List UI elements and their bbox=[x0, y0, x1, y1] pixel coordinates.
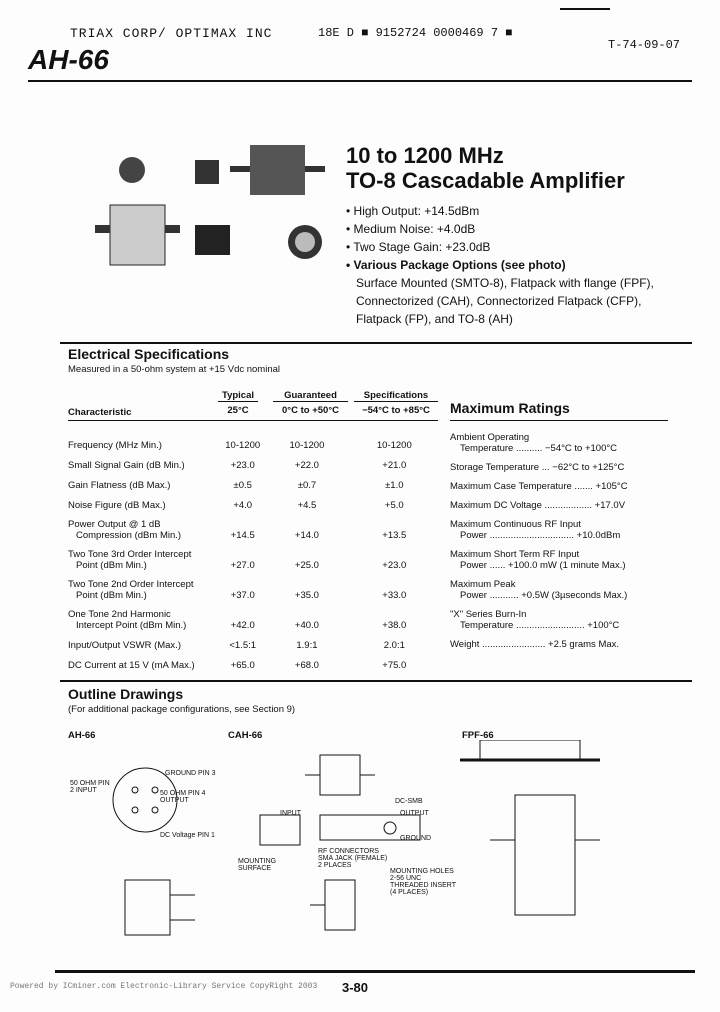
cell-value: +35.0 bbox=[294, 590, 319, 601]
drawing-note: DC-SMB bbox=[395, 798, 423, 805]
cell-value: +14.0 bbox=[294, 530, 319, 541]
row-label: Frequency (MHz Min.) bbox=[68, 440, 162, 451]
cell-value: +5.0 bbox=[384, 500, 404, 511]
cell-value: +4.5 bbox=[297, 500, 317, 511]
cell-value: +25.0 bbox=[294, 560, 319, 571]
divider bbox=[450, 420, 668, 421]
electrical-title: Electrical Specifications bbox=[68, 346, 230, 362]
cell-value: +27.0 bbox=[230, 560, 255, 571]
code-line: 18E D ■ 9152724 0000469 7 ■ bbox=[318, 26, 513, 40]
row-label: Noise Figure (dB Max.) bbox=[68, 500, 166, 511]
electrical-subtitle: Measured in a 50-ohm system at +15 Vdc nominal bbox=[68, 364, 281, 375]
feature-item: • Two Stage Gain: +23.0dB bbox=[346, 240, 491, 254]
row-label: Power Output @ 1 dB bbox=[68, 519, 161, 530]
row-label: One Tone 2nd Harmonic bbox=[68, 609, 171, 620]
divider bbox=[60, 342, 692, 344]
rating-item: "X" Series Burn-In Temperature .......................... +100°C bbox=[450, 609, 620, 631]
rating-item: Maximum Case Temperature ....... +105°C bbox=[450, 481, 628, 492]
drawing-note: 50 OHM PIN 2 INPUT bbox=[70, 780, 110, 794]
divider bbox=[28, 80, 692, 82]
scan-mark bbox=[560, 8, 610, 10]
row-label: Point (dBm Min.) bbox=[76, 590, 147, 601]
company-header: TRIAX CORP/ OPTIMAX INC bbox=[70, 26, 273, 41]
table-row bbox=[68, 431, 438, 451]
drawing-note: GROUND PIN 3 bbox=[165, 770, 216, 777]
cell-value: ±0.5 bbox=[233, 480, 252, 491]
doc-code: T-74-09-07 bbox=[608, 38, 681, 52]
cell-value: 1.9:1 bbox=[296, 640, 318, 651]
cell-value: +33.0 bbox=[382, 590, 407, 601]
feature-item: • High Output: +14.5dBm bbox=[346, 204, 480, 218]
drawing-note: INPUT bbox=[280, 810, 301, 817]
cell-value: +75.0 bbox=[382, 660, 407, 671]
cell-value: +21.0 bbox=[382, 460, 407, 471]
cell-value: +23.0 bbox=[230, 460, 255, 471]
cell-value: +23.0 bbox=[382, 560, 407, 571]
drawing-note: GROUND bbox=[400, 835, 432, 842]
divider bbox=[55, 970, 695, 973]
table-row bbox=[68, 541, 438, 571]
rating-item: Maximum Peak Power ........... +0.5W (3µseconds Max.) bbox=[450, 579, 628, 601]
table-row bbox=[68, 601, 438, 631]
drawing-label-cah66: CAH-66 bbox=[228, 730, 263, 741]
cell-value: ±0.7 bbox=[297, 480, 317, 491]
outline-subtitle: (For additional package configurations, see Section 9) bbox=[68, 704, 296, 715]
row-label: Two Tone 2nd Order Intercept bbox=[68, 579, 194, 590]
cell-value: ±1.0 bbox=[385, 480, 404, 491]
row-label: Input/Output VSWR (Max.) bbox=[68, 640, 181, 651]
drawing-note: RF CONNECTORS SMA JACK (FEMALE) 2 PLACES bbox=[318, 848, 388, 869]
drawing-note: 50 OHM PIN 4 OUTPUT bbox=[160, 790, 206, 804]
drawing-note: DC Voltage PIN 1 bbox=[160, 832, 215, 839]
row-label: Intercept Point (dBm Min.) bbox=[76, 620, 187, 631]
max-ratings-list bbox=[450, 432, 670, 658]
rating-item: Maximum Continuous RF Input Power ................................ +10.0dBm bbox=[450, 519, 621, 541]
cell-value: +22.0 bbox=[294, 460, 319, 471]
cell-value: +42.0 bbox=[230, 620, 255, 631]
feature-list bbox=[346, 202, 654, 328]
drawing-label-ah66: AH-66 bbox=[68, 730, 96, 741]
col-header: Characteristic bbox=[68, 407, 132, 418]
table-row bbox=[68, 631, 438, 651]
cell-value: +14.5 bbox=[230, 530, 255, 541]
table-row bbox=[68, 471, 438, 491]
col-group: Typical bbox=[218, 390, 258, 402]
col-header: 0°C to +50°C bbox=[282, 405, 339, 416]
table-row bbox=[68, 651, 438, 671]
page-number: 3-80 bbox=[342, 980, 369, 995]
drawing-note: MOUNTING SURFACE bbox=[238, 858, 277, 872]
cell-value: +65.0 bbox=[230, 660, 255, 671]
page-title: AH-66 bbox=[28, 44, 109, 75]
electrical-table bbox=[68, 390, 438, 671]
table-row bbox=[68, 511, 438, 541]
footer-credit: Powered by ICminer.com Electronic-Library Service CopyRight 2003 bbox=[10, 982, 318, 991]
cell-value: 2.0:1 bbox=[383, 640, 405, 651]
feature-item: • Various Package Options (see photo) bbox=[346, 258, 566, 272]
cell-value: +40.0 bbox=[294, 620, 319, 631]
feature-item: • Medium Noise: +4.0dB bbox=[346, 222, 476, 236]
row-label: Compression (dBm Min.) bbox=[76, 530, 182, 541]
package-photo bbox=[90, 130, 340, 280]
col-group: Specifications bbox=[354, 390, 438, 402]
cell-value: +38.0 bbox=[382, 620, 407, 631]
rating-item: Maximum DC Voltage .................. +17.0V bbox=[450, 500, 626, 511]
col-header: −54°C to +85°C bbox=[362, 405, 430, 416]
cell-value: +37.0 bbox=[230, 590, 255, 601]
col-group: Guaranteed bbox=[273, 390, 348, 402]
cell-value: 10-1200 bbox=[289, 440, 325, 451]
table-row bbox=[68, 571, 438, 601]
row-label: Gain Flatness (dB Max.) bbox=[68, 480, 171, 491]
package-text: Flatpack (FP), and TO-8 (AH) bbox=[356, 312, 513, 326]
outline-title: Outline Drawings bbox=[68, 686, 184, 702]
drawing-note: MOUNTING HOLES 2-56 UNC THREADED INSERT (4 PLACES) bbox=[390, 868, 456, 896]
cell-value: +4.0 bbox=[233, 500, 253, 511]
cell-value: +13.5 bbox=[382, 530, 407, 541]
cell-value: 10-1200 bbox=[376, 440, 412, 451]
rating-item: Weight ........................ +2.5 grams Max. bbox=[450, 639, 620, 650]
product-frequency: 10 to 1200 MHz bbox=[346, 143, 504, 168]
rating-item: Maximum Short Term RF Input Power ...... +100.0 mW (1 minute Max.) bbox=[450, 549, 626, 571]
package-text: Surface Mounted (SMTO-8), Flatpack with flange (FPF), bbox=[356, 276, 654, 290]
cell-value: 10-1200 bbox=[225, 440, 261, 451]
col-header: 25°C bbox=[227, 405, 249, 416]
drawing-note: OUTPUT bbox=[400, 810, 429, 817]
row-label: Small Signal Gain (dB Min.) bbox=[68, 460, 185, 471]
row-label: DC Current at 15 V (mA Max.) bbox=[68, 660, 195, 671]
max-ratings-title: Maximum Ratings bbox=[450, 400, 570, 416]
table-row bbox=[68, 451, 438, 471]
row-label: Point (dBm Min.) bbox=[76, 560, 147, 571]
row-label: Two Tone 3rd Order Intercept bbox=[68, 549, 192, 560]
cell-value: <1.5:1 bbox=[229, 640, 257, 651]
package-text: Connectorized (CAH), Connectorized Flatpack (CFP), bbox=[356, 294, 642, 308]
spec-rows bbox=[68, 431, 438, 671]
cell-value: +68.0 bbox=[294, 660, 319, 671]
table-row bbox=[68, 491, 438, 511]
drawing-label-fpf66: FPF-66 bbox=[462, 730, 494, 741]
divider bbox=[60, 680, 692, 682]
rating-item: Storage Temperature ... −62°C to +125°C bbox=[450, 462, 625, 473]
rating-item: Ambient Operating Temperature .......... −54°C to +100°C bbox=[450, 432, 618, 454]
product-name: TO-8 Cascadable Amplifier bbox=[346, 168, 625, 193]
